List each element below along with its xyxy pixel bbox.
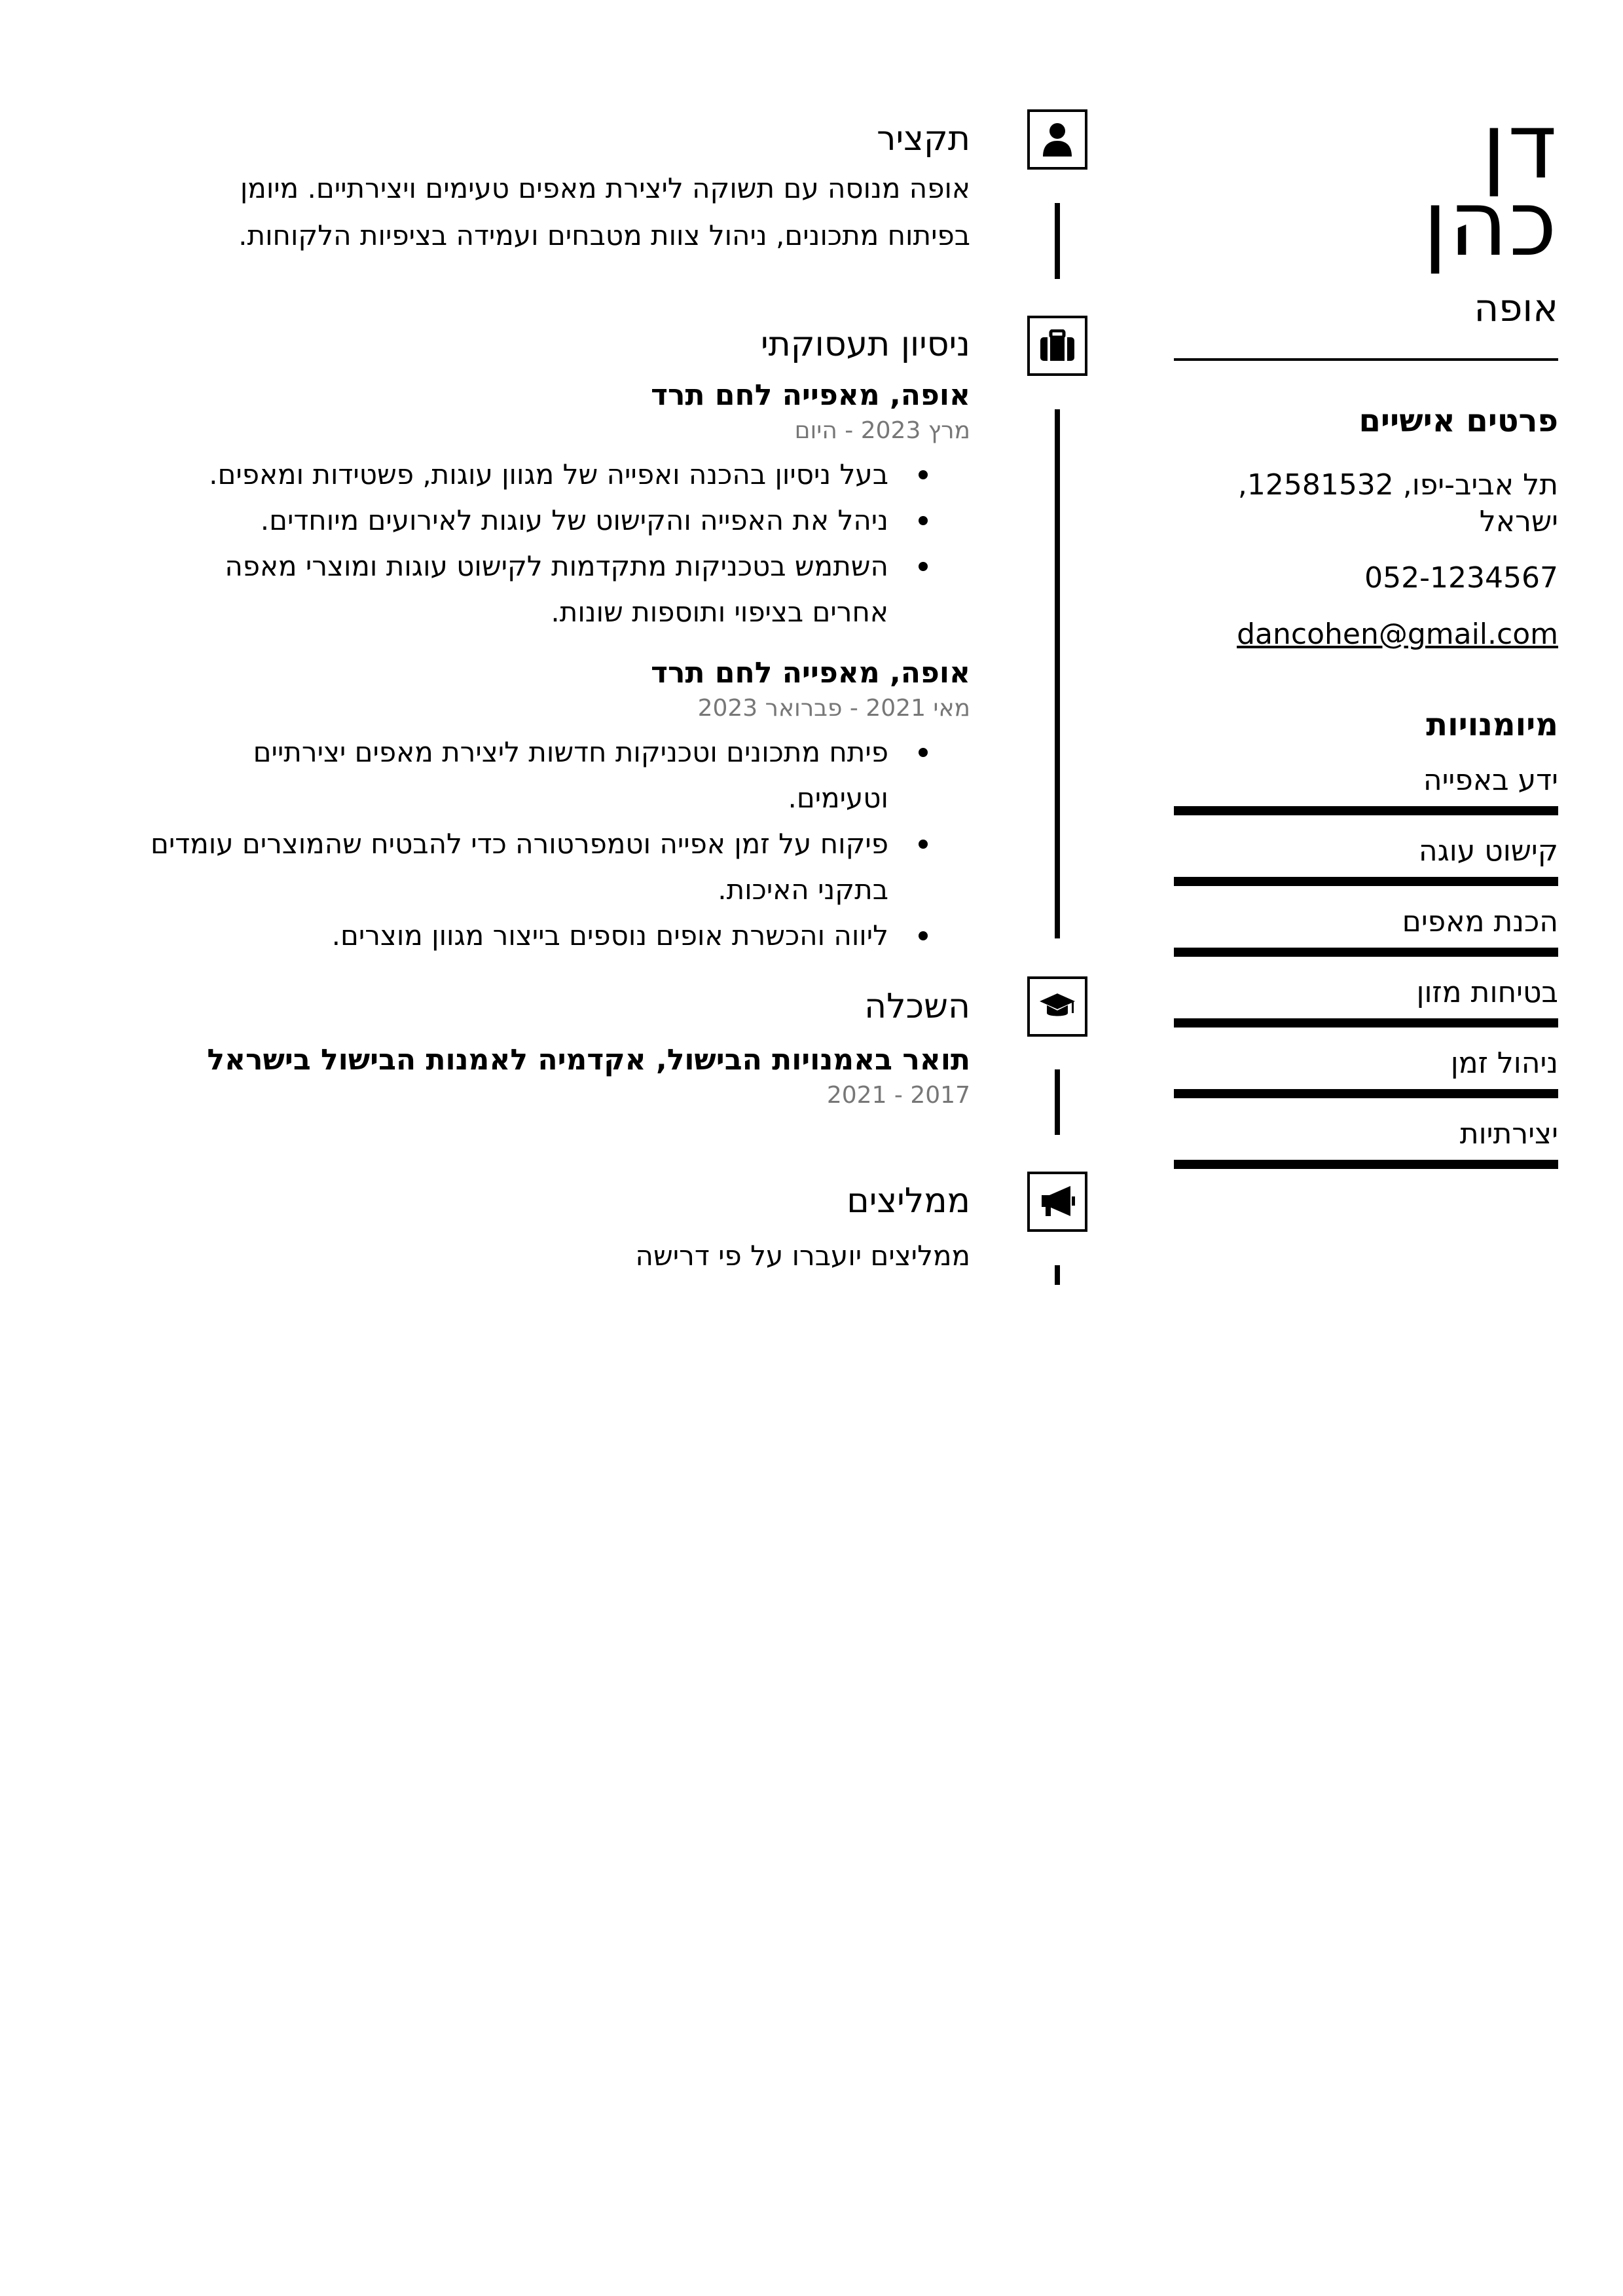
- skill-level-fill: [1174, 1160, 1558, 1169]
- skill-item: [1174, 763, 1558, 815]
- degree-title: תואר באמנויות הבישול, אקדמיה לאמנות הבישול בישראל: [207, 1043, 970, 1077]
- skill-label: קישוט עוגה: [1418, 834, 1558, 868]
- list-item: פיתח מתכונים וטכניקות חדשות ליצירת מאפים יצירתיים וטעימים.: [151, 730, 888, 821]
- address: תל אביב-יפו, 12581532, ישראל: [1237, 468, 1558, 538]
- email-link[interactable]: [1174, 616, 1558, 653]
- experience-title: ניסיון תעסוקתי: [760, 325, 970, 364]
- skill-level-fill: [1174, 877, 1558, 886]
- summary-title: תקציר: [877, 119, 970, 158]
- summary-icon-box: [1027, 109, 1087, 170]
- experience-section: [151, 324, 970, 959]
- sidebar: [1174, 94, 1558, 1169]
- briefcase-icon: [1039, 329, 1076, 362]
- skill-label: ניהול זמן: [1450, 1046, 1558, 1080]
- job-role: אופה: [1474, 286, 1558, 330]
- skills-list: [1174, 763, 1558, 1169]
- job-dates: מאי 2021 - פברואר 2023: [697, 695, 970, 722]
- list-item: פיקוח על זמן אפייה וטמפרטורה כדי להבטיח שהמוצרים עומדים בתקני האיכות.: [151, 821, 888, 913]
- email-text[interactable]: dancohen@gmail.com: [1237, 618, 1558, 651]
- graduation-cap-icon: [1038, 992, 1076, 1021]
- skill-level-bar: [1174, 948, 1558, 957]
- name-divider: [1174, 358, 1558, 361]
- skill-label: ידע באפייה: [1423, 764, 1558, 797]
- job-bullets: [151, 452, 970, 635]
- timeline-connector: [1055, 1069, 1060, 1135]
- skill-level-bar: [1174, 806, 1558, 815]
- last-name: כהן: [1423, 171, 1558, 276]
- job-title: אופה, מאפייה לחם תרד: [651, 656, 970, 690]
- list-item: ליווה והכשרת אופים נוספים בייצור מגוון מוצרים.: [151, 913, 888, 959]
- skill-level-bar: [1174, 1160, 1558, 1169]
- education-title: השכלה: [864, 987, 970, 1026]
- timeline-connector: [1055, 1265, 1060, 1285]
- education-section: [151, 986, 970, 1110]
- skill-level-bar: [1174, 1018, 1558, 1028]
- phone: 052-1234567: [1364, 561, 1558, 595]
- summary-section: [151, 118, 970, 259]
- list-item: בעל ניסיון בהכנה ואפייה של מגוון עוגות, פשטידות ומאפים.: [151, 452, 888, 498]
- timeline-connector: [1055, 203, 1060, 279]
- skill-level-fill: [1174, 806, 1558, 815]
- skill-item: [1174, 834, 1558, 886]
- summary-text: אופה מנוסה עם תשוקה ליצירת מאפים טעימים ויצירתיים. מיומן בפיתוח מתכונים, ניהול צוות מטבחים ועמידה בציפיות הלקוחות.: [238, 172, 970, 251]
- skill-label: הכנת מאפים: [1402, 905, 1558, 938]
- experience-icon-box: [1027, 316, 1087, 376]
- user-icon: [1042, 121, 1073, 158]
- first-name: דן: [1482, 94, 1558, 199]
- job-entry: [151, 377, 970, 635]
- skills-heading: מיומנויות: [1426, 707, 1558, 743]
- skill-item: [1174, 1046, 1558, 1098]
- education-icon-box: [1027, 976, 1087, 1037]
- skill-label: בטיחות מזון: [1416, 976, 1558, 1009]
- section-timeline: [1021, 0, 1093, 2296]
- references-title: ממליצים: [847, 1181, 970, 1221]
- job-dates: מרץ 2023 - היום: [794, 417, 970, 444]
- job-title: אופה, מאפייה לחם תרד: [651, 379, 970, 412]
- education-dates: 2017 - 2021: [826, 1082, 970, 1109]
- references-section: [151, 1180, 970, 1280]
- skill-level-bar: [1174, 877, 1558, 886]
- personal-details-heading: פרטים אישיים: [1359, 403, 1558, 439]
- skill-level-bar: [1174, 1089, 1558, 1098]
- references-text: ממליצים יועברו על פי דרישה: [635, 1240, 970, 1272]
- skill-level-fill: [1174, 948, 1558, 957]
- timeline-connector: [1055, 409, 1060, 938]
- list-item: ניהל את האפייה והקישוט של עוגות לאירועים מיוחדים.: [151, 498, 888, 544]
- skill-item: [1174, 904, 1558, 957]
- skill-level-fill: [1174, 1018, 1558, 1028]
- job-entry: [151, 655, 970, 959]
- skill-item: [1174, 975, 1558, 1028]
- list-item: השתמש בטכניקות מתקדמות לקישוט עוגות ומוצרי מאפה אחרים בציפוי ותוספות שונות.: [151, 544, 888, 635]
- skill-label: יצירתיות: [1459, 1117, 1558, 1151]
- skill-level-fill: [1174, 1089, 1558, 1098]
- megaphone-icon: [1039, 1185, 1076, 1219]
- job-bullets: [151, 730, 970, 959]
- skill-item: [1174, 1117, 1558, 1169]
- references-icon-box: [1027, 1172, 1087, 1232]
